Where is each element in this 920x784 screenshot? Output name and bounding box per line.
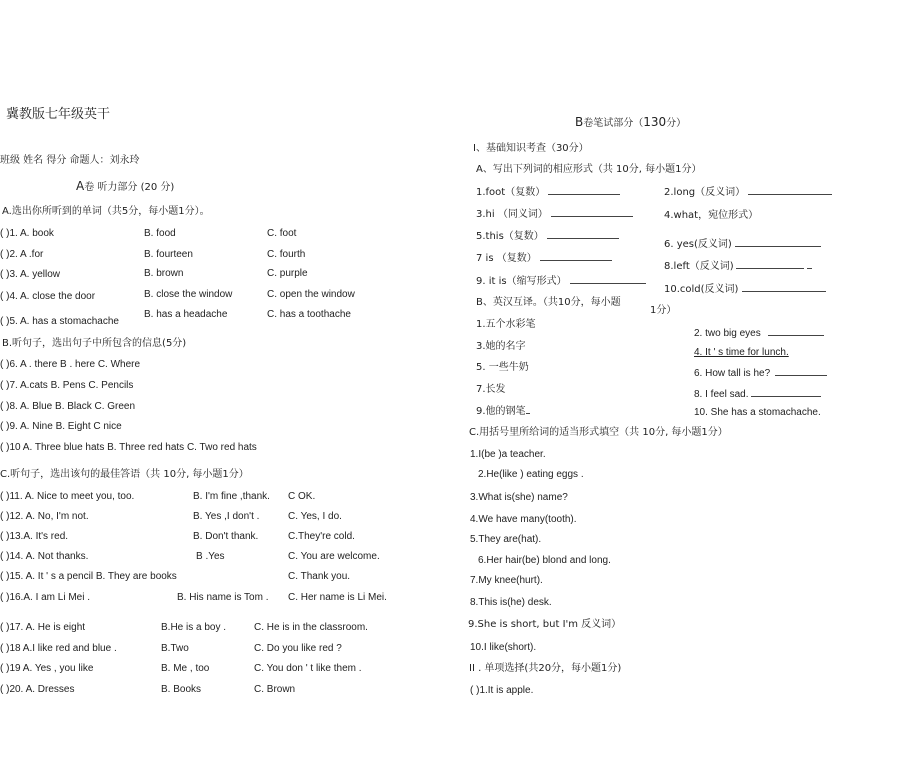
option-b: B.Two [161,643,189,654]
question-row: ( )20. A. Dresses [0,684,75,695]
answer-blank[interactable] [751,387,821,397]
answer-blank[interactable] [736,259,804,269]
item-text: 9. it is（缩写形式） [476,276,567,287]
item-text: 6. yes(反义词) [664,239,732,250]
word-form-item [476,229,619,243]
item-text: 3.hi （同义词） [476,209,548,220]
question-row: ( )14. A. Not thanks. [0,551,89,562]
item-text: 4. It ' s time for lunch. [694,347,789,358]
fill-in-item: 8.This is(he) desk. [470,597,552,608]
item-text: 4.what，宛位形式） [664,210,759,221]
option-b: B .Yes [196,551,225,562]
translate-item: 1.五个水彩笔 [476,319,536,330]
question-row: ( )10 A. Three blue hats B. Three red hats C. Two red hats [0,442,257,453]
translate-item: 3.她的名字 [476,341,526,352]
question-row: ( )17. A. He is eight [0,622,86,633]
question-row [0,290,95,303]
question-row: ( )18 A.I like red and blue . [0,643,117,654]
option-b: B. Don't thank. [193,531,259,542]
option-c: C. You don ' t like them . [254,663,362,674]
question-row: ( )6. A . there B . here C. Where [0,359,141,370]
part-a-text: 卷 听力部分 (20 分) [84,182,175,193]
option-b: B.He is a boy . [161,622,227,633]
option-a: ( )2. A .for [0,249,44,260]
item-text: 8.left（反义词) [664,261,734,272]
fill-in-item: 7.My knee(hurt). [470,575,543,586]
word-form-item [664,259,812,273]
question-row: ( )19 A. Yes , you like [0,663,94,674]
word-form-item [476,274,646,288]
option-c: C. fourth [267,249,306,260]
answer-blank[interactable] [570,274,646,284]
question-row: ( )7. A.cats B. Pens C. Pencils [0,380,134,391]
option-a: ( )1. A. book [0,228,54,239]
item-text: 2. two big eyes [694,328,761,339]
part-a-heading [76,180,174,194]
word-form-item [664,209,758,222]
word-form-item [476,251,612,265]
option-b: B. fourteen [144,249,193,260]
option-c: C. purple [267,268,308,279]
answer-blank[interactable] [526,404,530,414]
question-row: ( )9. A. Nine B. Eight C nice [0,421,122,432]
option-b: B. close the window [144,289,233,300]
section-a-heading: A.选出你所听到的单词（共5分，每小题1分）。 [2,206,210,217]
translate-item [694,387,821,401]
word-form-item [664,237,821,251]
translate-item: 10. She has a stomachache. [694,407,821,418]
student-info-line: 班级 姓名 得分 命题人：刘永玲 [0,155,140,166]
word-form-item [476,185,620,199]
fill-in-item: 3.What is(she) name? [470,492,568,503]
answer-blank[interactable] [748,185,832,195]
option-b: B. Books [161,684,202,695]
part-b-text: 卷笔试部分（ [583,118,644,129]
section-c-heading: C.听句子，选出该句的最佳答语（共 10分, 每小题1分） [0,469,249,480]
answer-blank[interactable] [548,185,620,195]
part-b-end: 分） [666,118,687,129]
option-b: B. His name is Tom . [177,592,269,603]
single-choice-item: ( )1.It is apple. [470,685,534,696]
question-row [0,227,54,240]
item-text: 2.long（反义词） [664,187,746,198]
option-c: C OK. [288,491,316,502]
part-a-letter: A [76,179,85,193]
option-b: B. Yes ,I don't . [193,511,260,522]
word-form-item [476,207,633,221]
option-c: C. has a toothache [267,309,351,320]
option-b: B. I'm fine ,thank. [193,491,270,502]
section-i-heading: I、基础知识考查（30分） [473,143,589,154]
part-b-score: 130 [643,115,667,129]
section-i-sub-b: B、英汉互译。（共10分，每小题 [476,297,621,308]
translate-item: 5. 一些牛奶 [476,362,529,373]
fill-in-item: 10.I like(short). [470,642,537,653]
item-text: 10.cold(反义词) [664,284,739,295]
option-c: C. Her name is Li Mei. [288,592,387,603]
fill-in-item: 4.We have many(tooth). [470,514,577,525]
fill-in-item: 6.Her hair(be) blond and long. [478,555,611,566]
answer-blank[interactable] [540,251,612,261]
question-row: ( )15. A. It ' s a pencil B. They are books [0,571,177,582]
question-row: ( )11. A. Nice to meet you, too. [0,491,135,502]
answer-blank[interactable] [768,326,824,336]
translate-item [694,326,824,340]
option-c: C. Do you like red ? [254,643,342,654]
answer-blank[interactable] [735,237,821,247]
section-c-right-heading: C.用括号里所给词的适当形式填空（共 10分, 每小题1分） [469,427,728,438]
fill-in-item: 1.I(be )a teacher. [470,449,546,460]
question-row [0,315,119,328]
option-a: ( )4. A. close the door [0,291,96,302]
item-text: 1.foot（复数） [476,187,546,198]
option-b: B. Me , too [161,663,210,674]
item-text: 5.this（复数） [476,231,544,242]
section-b-heading: B.听句子，选出句子中所包含的信息(5分) [2,338,187,349]
item-text: 6. How tall is he? [694,368,771,379]
option-a: ( )3. A. yellow [0,269,61,280]
option-c: C. foot [267,228,297,239]
word-form-item [664,282,826,296]
question-row: ( )12. A. No, I'm not. [0,511,89,522]
word-form-item [664,185,832,199]
question-row [0,268,60,281]
fill-in-item: 9.She is short, but I'm 反义词） [468,619,622,630]
item-text: 7 is （复数） [476,253,537,264]
question-row: ( )8. A. Blue B. Black C. Green [0,401,136,412]
item-text: 8. I feel sad. [694,389,749,400]
fill-in-item: 2.He(like ) eating eggs . [478,469,584,480]
option-c: C.They're cold. [288,531,355,542]
translate-item [694,366,827,380]
translate-item: 7.长发 [476,384,506,395]
option-c: C. He is in the classroom. [254,622,368,633]
answer-blank[interactable] [742,282,826,292]
part-b-letter: B [575,115,584,129]
translate-item [476,404,530,418]
option-c: C. Yes, I do. [288,511,342,522]
option-c: C. Brown [254,684,296,695]
question-row: ( )16.A. I am Li Mei . [0,592,91,603]
part-b-heading [575,116,686,130]
answer-blank[interactable] [547,229,619,239]
answer-blank[interactable] [807,259,812,269]
paper-title: 冀教版七年级英干 [6,107,111,122]
section-ii-heading: II . 单项选择(共20分，每小题1分) [469,663,622,674]
translate-item [694,346,789,359]
option-c: C. Thank you. [288,571,351,582]
option-b: B. food [144,228,176,239]
option-c: C. You are welcome. [288,551,380,562]
section-i-sub-b-end: 1分） [650,305,677,316]
item-text: 9.他的钢笔 [476,406,526,417]
option-c: C. open the window [267,289,355,300]
question-row [0,248,43,261]
answer-blank[interactable] [775,366,827,376]
section-i-sub-a: A、写出下列词的相应形式（共 10分, 每小题1分） [476,164,702,175]
option-b: B. has a headache [144,309,228,320]
answer-blank[interactable] [551,207,633,217]
fill-in-item: 5.They are(hat). [470,534,542,545]
option-b: B. brown [144,268,184,279]
option-a: ( )5. A. has a stomachache [0,316,119,327]
question-row: ( )13.A. It's red. [0,531,69,542]
